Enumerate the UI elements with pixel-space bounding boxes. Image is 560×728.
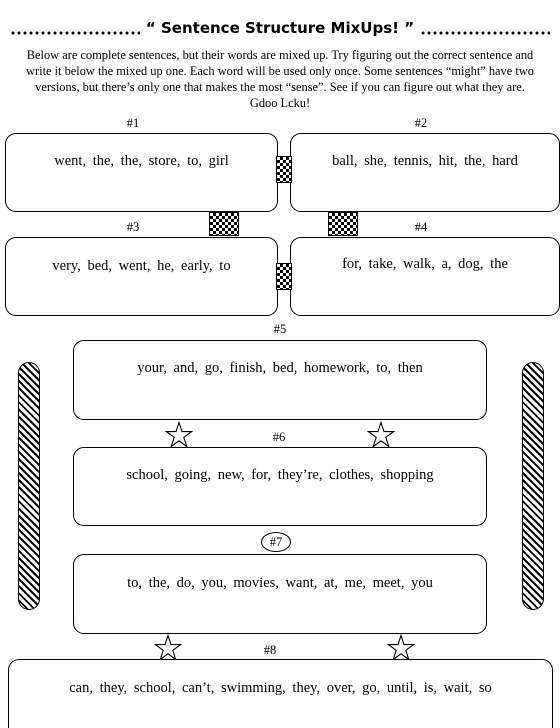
item-number-1: #1 [126, 116, 140, 130]
item-number-6: #6 [272, 430, 286, 444]
item-number-3: #3 [126, 220, 140, 234]
scrambled-words-7: to, the, do, you, movies, want, at, me, meet, you [127, 575, 433, 591]
item-number-4: #4 [414, 220, 428, 234]
scrambled-words-3: very, bed, went, he, early, to [52, 258, 231, 274]
item-number-5: #5 [273, 322, 287, 336]
sentence-box-3[interactable] [5, 237, 278, 316]
striped-pillar-left [18, 362, 40, 610]
sentence-box-6[interactable] [73, 447, 487, 526]
page-title: “ Sentence Structure MixUps! ” [145, 19, 415, 37]
checkerboard-connector [276, 156, 292, 183]
item-number-2: #2 [414, 116, 428, 130]
star-outline-icon [367, 421, 395, 449]
scrambled-words-2: ball, she, tennis, hit, the, hard [332, 153, 518, 169]
star-outline-icon [165, 421, 193, 449]
sentence-box-8[interactable] [8, 659, 553, 728]
item-number-8: #8 [263, 643, 277, 657]
sentence-box-7[interactable] [73, 554, 487, 634]
sentence-box-5[interactable] [73, 340, 487, 420]
scrambled-words-4: for, take, walk, a, dog, the [342, 256, 508, 272]
striped-pillar-right [522, 362, 544, 610]
scrambled-words-6: school, going, new, for, they’re, clothes, shopping [126, 467, 434, 483]
scrambled-words-5: your, and, go, finish, bed, homework, to, then [137, 360, 423, 376]
item-number-7: #7 [261, 532, 291, 552]
checkerboard-connector [328, 212, 358, 236]
sentence-box-4[interactable] [290, 237, 560, 316]
scrambled-words-1: went, the, the, store, to, girl [54, 153, 229, 169]
dotted-border-right [420, 31, 550, 35]
checkerboard-connector [276, 263, 292, 290]
sentence-box-1[interactable] [5, 133, 278, 212]
star-outline-icon [387, 634, 415, 662]
instructions-text: Below are complete sentences, but their words are mixed up. Try figuring out the correct sentence and write it below the mixed up one. Each word will be used only once. Some sentences “might” have two versions, but there’s only one that makes the most “sense”. See if you can figure out what they are. Gdoo Lcku! [26, 48, 534, 110]
sentence-box-2[interactable] [290, 133, 560, 212]
checkerboard-connector [209, 212, 239, 236]
star-outline-icon [154, 634, 182, 662]
scrambled-words-8: can, they, school, can’t, swimming, they, over, go, until, is, wait, so [69, 680, 492, 696]
